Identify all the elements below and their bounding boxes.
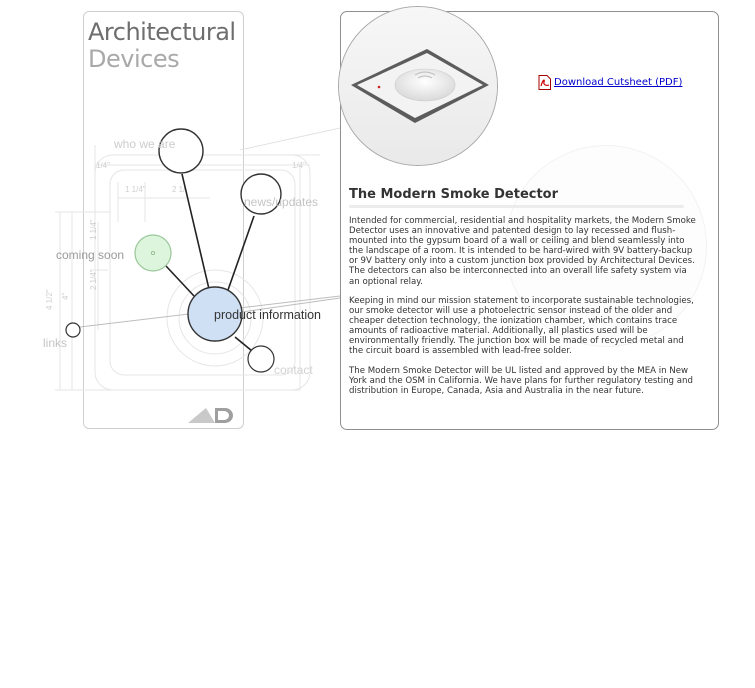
dimension-label: 4 1/2" — [45, 289, 54, 310]
download-cutsheet-link[interactable] — [538, 75, 682, 90]
nav-label-contact[interactable]: contact — [274, 363, 313, 377]
dimension-label: 1 1/4" — [125, 185, 146, 194]
nav-label-who-we-are[interactable]: who we are — [114, 137, 176, 151]
brand-name-line1: Architectural — [88, 18, 236, 46]
nav-label-coming-soon: coming soon — [56, 248, 125, 262]
who-we-are-node[interactable] — [159, 129, 203, 173]
dimension-label: 1 1/4" — [89, 219, 98, 240]
nav-label-product-information[interactable]: product information — [214, 308, 322, 322]
ad-monogram-icon — [188, 408, 233, 423]
product-title: The Modern Smoke Detector — [349, 187, 559, 202]
technical-drawing-background — [55, 145, 320, 390]
image-connector — [240, 128, 340, 150]
title-underline — [349, 205, 684, 208]
brand-name-line2: Devices — [88, 45, 180, 73]
dimension-label: 1/4" — [292, 161, 306, 170]
dimension-label: 2 1/4" — [89, 269, 98, 290]
nav-label-links[interactable]: links — [43, 336, 68, 350]
pdf-file-icon — [538, 75, 551, 90]
product-description-paragraph: Intended for commercial, residential and hospitality markets, the Modern Smoke Detector uses an innovative and patented design to lay recessed and flush-mounted into the gypsum board of a wall or ceiling and blend seamlessly into the landscape of a room. It is intended to be hard-wired with 9V battery-backup or 9V battery only into a custom junction box provided by Architectural Devices. The detectors can also be interconnected into an overall life safety system via an optional relay. — [349, 216, 696, 287]
product-description-paragraph: The Modern Smoke Detector will be UL listed and approved by the MEA in New York and the OSM in California. We have plans for further regulatory testing and distribution in Europe, Canada, Asia and Australia in the near future. — [349, 366, 693, 397]
nav-label-news-updates[interactable]: news/updates — [244, 195, 319, 209]
download-cutsheet-label[interactable]: Download Cutsheet (PDF) — [554, 77, 683, 88]
coming-soon-node — [135, 235, 171, 271]
dimension-label: 2 1/ — [172, 185, 186, 194]
contact-node[interactable] — [248, 346, 274, 372]
dimension-label: 4" — [61, 292, 70, 300]
product-description-paragraph: Keeping in mind our mission statement to incorporate sustainable technologies, our smoke detector will use a photoelectric sensor instead of the older and cheaper detection technology, the ionization chamber, which contains trace amounts of radioactive material. Additionally, all plastics used will be environmentally friendly. The junction box will be made of recycled metal and the circuit board is assembled with lead-free solder. — [349, 296, 694, 357]
smoke-detector-icon — [339, 7, 498, 166]
links-node[interactable] — [66, 323, 80, 337]
product-image — [338, 6, 498, 166]
dimension-label: 1/4" — [96, 161, 110, 170]
